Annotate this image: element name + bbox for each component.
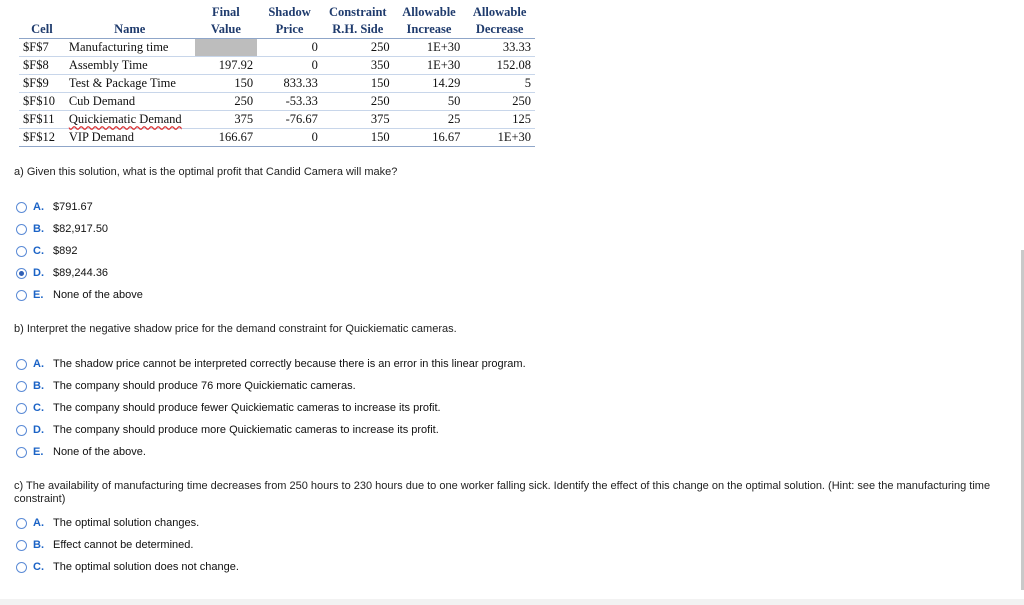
question-a-option-d[interactable] bbox=[16, 265, 108, 281]
row-allowable-increase: 16.67 bbox=[394, 129, 465, 147]
row-rh-side: 250 bbox=[322, 39, 394, 57]
option-letter: D. bbox=[33, 424, 44, 436]
radio-button[interactable] bbox=[16, 359, 27, 370]
option-letter: C. bbox=[33, 245, 44, 257]
header-shadow-price: Price bbox=[257, 21, 322, 39]
row-shadow-price: -76.67 bbox=[257, 111, 322, 129]
row-final-value: 166.67 bbox=[195, 129, 258, 147]
option-letter: C. bbox=[33, 402, 44, 414]
row-shadow-price: 0 bbox=[257, 57, 322, 75]
table-row bbox=[19, 111, 535, 129]
row-final-value: 197.92 bbox=[195, 57, 258, 75]
row-cell: $F$8 bbox=[19, 57, 65, 75]
option-text: None of the above bbox=[53, 289, 143, 301]
question-c-option-c[interactable] bbox=[16, 559, 239, 575]
row-allowable-increase: 14.29 bbox=[394, 75, 465, 93]
question-b-option-d[interactable] bbox=[16, 422, 439, 438]
row-shadow-price: 0 bbox=[257, 129, 322, 147]
row-name: VIP Demand bbox=[65, 129, 195, 147]
row-shadow-price: 0 bbox=[257, 39, 322, 57]
row-final-value: 150 bbox=[195, 75, 258, 93]
table-row bbox=[19, 57, 535, 75]
row-cell: $F$10 bbox=[19, 93, 65, 111]
option-letter: B. bbox=[33, 539, 44, 551]
row-cell: $F$9 bbox=[19, 75, 65, 93]
radio-button[interactable] bbox=[16, 447, 27, 458]
row-allowable-increase: 25 bbox=[394, 111, 465, 129]
header-final-value: Value bbox=[195, 21, 258, 39]
question-a-option-a[interactable] bbox=[16, 199, 93, 215]
row-cell: $F$11 bbox=[19, 111, 65, 129]
row-allowable-decrease: 250 bbox=[464, 93, 535, 111]
header-rh-side: R.H. Side bbox=[322, 21, 394, 39]
question-b-text: b) Interpret the negative shadow price for the demand constraint for Quickiematic cameras. bbox=[14, 323, 457, 335]
option-text: None of the above. bbox=[53, 446, 146, 458]
option-letter: B. bbox=[33, 223, 44, 235]
row-rh-side: 350 bbox=[322, 57, 394, 75]
question-b-option-e[interactable] bbox=[16, 444, 146, 460]
header-name: Name bbox=[65, 21, 195, 39]
radio-button[interactable] bbox=[16, 381, 27, 392]
table-row bbox=[19, 93, 535, 111]
option-text: $892 bbox=[53, 245, 78, 257]
header-row-top bbox=[19, 4, 535, 21]
row-shadow-price: 833.33 bbox=[257, 75, 322, 93]
table-row bbox=[19, 75, 535, 93]
row-name: Assembly Time bbox=[65, 57, 195, 75]
question-c-text: c) The availability of manufacturing time decreases from 250 hours to 230 hours due to one worker falling sick. Identify the effect of this change on the optimal solution. (Hint: see the manufacturing time constraint) bbox=[14, 480, 991, 505]
row-final-value: 375 bbox=[195, 111, 258, 129]
radio-button[interactable] bbox=[16, 290, 27, 301]
question-a-option-b[interactable] bbox=[16, 221, 108, 237]
option-text: The shadow price cannot be interpreted correctly because there is an error in this linear program. bbox=[53, 358, 526, 370]
option-letter: E. bbox=[33, 446, 44, 458]
row-allowable-increase: 1E+30 bbox=[394, 39, 465, 57]
header-allowable-decrease: Decrease bbox=[464, 21, 535, 39]
radio-button[interactable] bbox=[16, 246, 27, 257]
row-cell: $F$12 bbox=[19, 129, 65, 147]
header-row-bottom bbox=[19, 21, 535, 39]
question-c-option-b[interactable] bbox=[16, 537, 193, 553]
row-allowable-decrease: 1E+30 bbox=[464, 129, 535, 147]
row-shadow-price: -53.33 bbox=[257, 93, 322, 111]
table-row bbox=[19, 129, 535, 147]
option-text: The company should produce 76 more Quickiematic cameras. bbox=[53, 380, 356, 392]
option-letter: A. bbox=[33, 517, 44, 529]
option-text: The company should produce more Quickiematic cameras to increase its profit. bbox=[53, 424, 439, 436]
option-letter: A. bbox=[33, 201, 44, 213]
row-rh-side: 150 bbox=[322, 129, 394, 147]
row-allowable-increase: 1E+30 bbox=[394, 57, 465, 75]
option-text: The optimal solution changes. bbox=[53, 517, 200, 529]
option-text: The optimal solution does not change. bbox=[53, 561, 239, 573]
option-letter: D. bbox=[33, 267, 44, 279]
row-name: Quickiematic Demand bbox=[65, 111, 195, 129]
row-allowable-decrease: 152.08 bbox=[464, 57, 535, 75]
row-final-value: 250 bbox=[195, 93, 258, 111]
question-b-option-b[interactable] bbox=[16, 378, 356, 394]
option-text: The company should produce fewer Quickiematic cameras to increase its profit. bbox=[53, 402, 441, 414]
header-top-final: Final bbox=[211, 5, 240, 19]
sensitivity-report-table bbox=[19, 4, 535, 147]
radio-button[interactable] bbox=[16, 202, 27, 213]
row-rh-side: 250 bbox=[322, 93, 394, 111]
radio-button[interactable] bbox=[16, 518, 27, 529]
option-text: $82,917.50 bbox=[53, 223, 109, 235]
question-b-option-a[interactable] bbox=[16, 356, 526, 372]
row-cell: $F$7 bbox=[19, 39, 65, 57]
header-top-shadow: Shadow bbox=[268, 5, 311, 19]
header-top-allowable-inc: Allowable bbox=[402, 5, 456, 19]
radio-button[interactable] bbox=[16, 540, 27, 551]
radio-button[interactable] bbox=[16, 562, 27, 573]
header-cell: Cell bbox=[19, 21, 65, 39]
option-text: $89,244.36 bbox=[53, 267, 109, 279]
header-top-name bbox=[65, 4, 195, 21]
page-footer-strip bbox=[0, 599, 1024, 605]
header-allowable-increase: Increase bbox=[394, 21, 465, 39]
question-a-text: a) Given this solution, what is the optimal profit that Candid Camera will make? bbox=[14, 166, 398, 178]
header-top-allowable-dec: Allowable bbox=[472, 5, 527, 19]
option-text: Effect cannot be determined. bbox=[53, 539, 194, 551]
question-c-option-a[interactable] bbox=[16, 515, 199, 531]
row-name: Test & Package Time bbox=[65, 75, 195, 93]
row-allowable-decrease: 125 bbox=[464, 111, 535, 129]
option-letter: C. bbox=[33, 561, 44, 573]
header-top-constraint: Constraint bbox=[328, 5, 387, 19]
question-a-option-c[interactable] bbox=[16, 243, 77, 259]
row-rh-side: 150 bbox=[322, 75, 394, 93]
table-row bbox=[19, 39, 535, 57]
row-allowable-decrease: 5 bbox=[464, 75, 535, 93]
option-letter: A. bbox=[33, 358, 44, 370]
row-allowable-decrease: 33.33 bbox=[464, 39, 535, 57]
option-letter: E. bbox=[33, 289, 44, 301]
question-a-option-e[interactable] bbox=[16, 287, 143, 303]
row-name: Cub Demand bbox=[65, 93, 195, 111]
header-top-cell bbox=[19, 4, 65, 21]
radio-button[interactable] bbox=[16, 224, 27, 235]
radio-button[interactable] bbox=[16, 403, 27, 414]
question-b-option-c[interactable] bbox=[16, 400, 441, 416]
radio-button[interactable] bbox=[16, 425, 27, 436]
option-text: $791.67 bbox=[53, 201, 93, 213]
row-rh-side: 375 bbox=[322, 111, 394, 129]
row-allowable-increase: 50 bbox=[394, 93, 465, 111]
row-name: Manufacturing time bbox=[65, 39, 195, 57]
option-letter: B. bbox=[33, 380, 44, 392]
radio-button-selected[interactable] bbox=[16, 268, 27, 279]
row-final-value bbox=[195, 39, 258, 57]
